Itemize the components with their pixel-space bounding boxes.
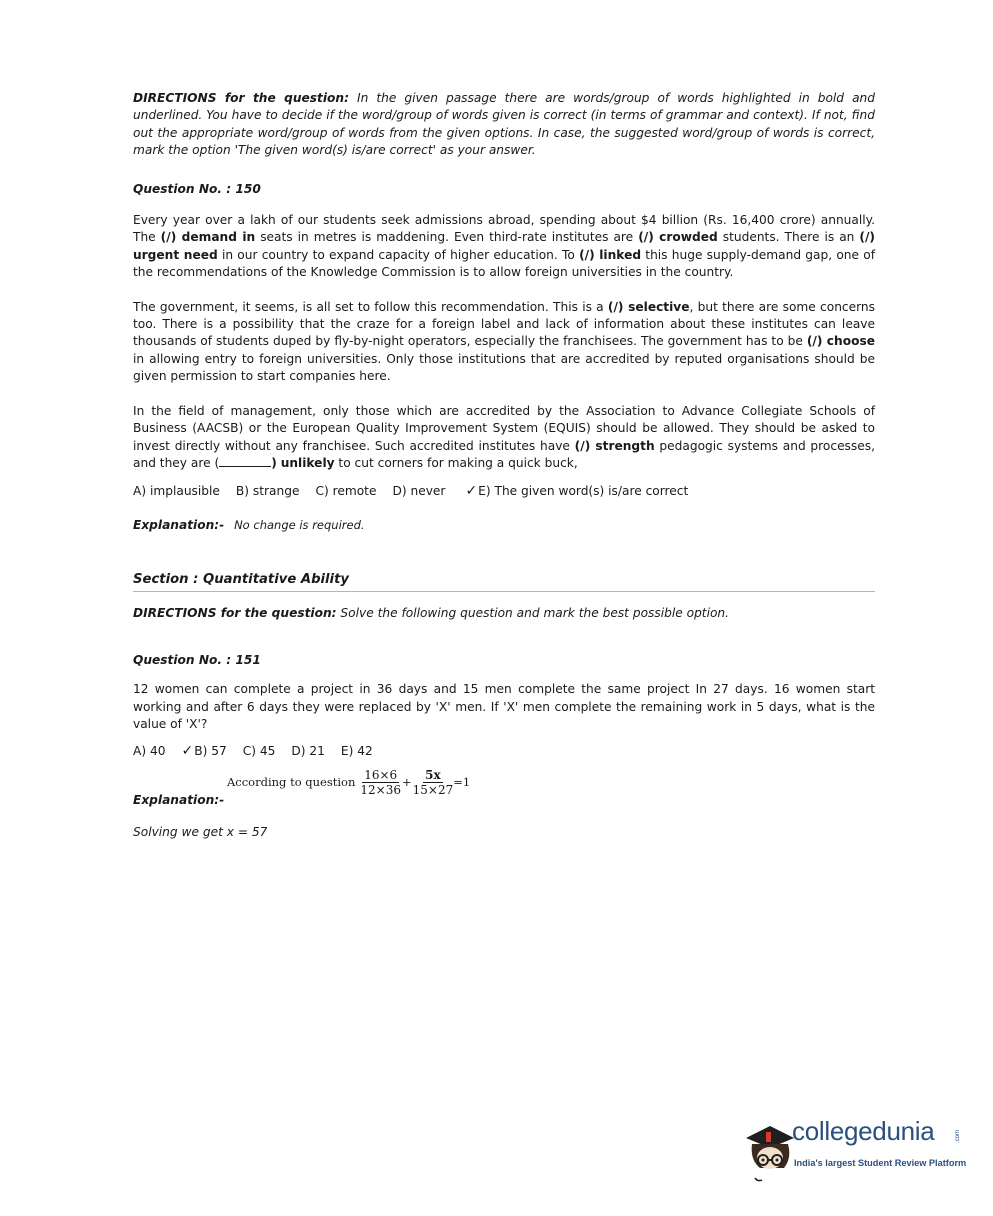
directions-paragraph-2 bbox=[133, 605, 875, 622]
fraction-denominator: 15×27 bbox=[412, 782, 454, 797]
checkmark-icon: ✓ bbox=[181, 742, 194, 759]
passage-text: The government, it seems, is all set to follow this recommendation. This is a bbox=[133, 299, 608, 314]
explanation-text: No change is required. bbox=[234, 517, 365, 532]
logo-tagline: India's largest Student Review Platform bbox=[794, 1158, 967, 1168]
passage-text: , but there are some concerns too. There is a possibility that the craze for a foreign label and lack of information about these institutes can leave thousands of students duped by fly-by-night operators, especially the franchisees. The government has to be bbox=[133, 299, 875, 349]
checkmark-icon: ✓ bbox=[465, 483, 478, 500]
passage-text: in allowing entry to foreign universities. Only those institutions that are accredited by reputed organisations should be given permission to start companies here. bbox=[133, 351, 875, 384]
highlighted-phrase: (/) urgent need bbox=[133, 230, 875, 262]
directions-paragraph bbox=[133, 90, 875, 160]
passage-text: seats in metres is maddening. Even third-rate institutes are bbox=[255, 230, 639, 245]
option-e-label: E) The given word(s) is/are correct bbox=[478, 484, 689, 499]
option-c: C) remote bbox=[315, 484, 377, 499]
option-a: A) 40 bbox=[133, 743, 166, 758]
passage-text: Every year over a lakh of our students seek admissions abroad, spending about $4 billion (Rs. 16,400 crore) annually. The bbox=[133, 213, 875, 245]
passage-text: pedagogic systems and processes, and they are ( bbox=[133, 438, 875, 470]
fraction-numerator: 5x bbox=[425, 767, 441, 782]
section-title: Section : Quantitative Ability bbox=[133, 571, 875, 591]
highlighted-phrase: (/) crowded bbox=[638, 230, 718, 245]
highlighted-phrase: (/) selective bbox=[607, 299, 690, 314]
options-151 bbox=[133, 743, 875, 760]
explanation-label: Explanation:- bbox=[133, 517, 225, 532]
bracket-close: ) bbox=[271, 455, 277, 470]
formula-prefix: According to question bbox=[227, 774, 356, 789]
fraction-denominator: 12×36 bbox=[360, 782, 401, 797]
formula bbox=[227, 768, 470, 797]
plus-sign: + bbox=[401, 774, 412, 789]
highlighted-phrase: (/) linked bbox=[579, 247, 642, 262]
options-150 bbox=[133, 483, 875, 500]
explanation-150 bbox=[133, 517, 875, 534]
directions-text: Solve the following question and mark the best possible option. bbox=[340, 605, 730, 620]
explanation-151 bbox=[133, 768, 875, 812]
option-a: A) implausible bbox=[133, 484, 220, 499]
blank-line bbox=[219, 455, 271, 467]
option-e bbox=[465, 483, 688, 500]
logo-wordmark: collegedunia bbox=[792, 1116, 935, 1146]
fraction-1 bbox=[360, 768, 401, 797]
passage-paragraph-3 bbox=[133, 403, 875, 473]
highlighted-phrase: (/) strength bbox=[574, 438, 655, 453]
passage-text: this huge supply-demand gap, one of the recommendations of the Knowledge Commission is to allow foreign universities in the country. bbox=[133, 247, 875, 280]
passage-text: to cut corners for making a quick buck, bbox=[334, 455, 578, 470]
option-d: D) never bbox=[392, 484, 446, 499]
question-number-151: Question No. : 151 bbox=[133, 652, 261, 667]
explanation-label: Explanation:- bbox=[133, 792, 225, 807]
highlighted-phrase: unlikely bbox=[280, 455, 335, 470]
fraction-numerator: 16×6 bbox=[364, 767, 398, 782]
directions-text: In the given passage there are words/group of words highlighted in bold and underlined. You have to decide if the word/group of words given is correct (in terms of grammar and context). If not, find out the appropriate word/group of words from the given options. In case, the suggested word/group of words is correct, mark the option 'The given word(s) is/are correct' as your answer. bbox=[133, 91, 875, 158]
solving-text: Solving we get x = 57 bbox=[133, 824, 268, 839]
option-d: D) 21 bbox=[291, 743, 325, 758]
equals-one: =1 bbox=[453, 774, 471, 789]
option-b bbox=[181, 743, 226, 760]
question-number-150: Question No. : 150 bbox=[133, 181, 261, 196]
question-text-151: 12 women can complete a project in 36 days and 15 men complete the same project In 27 days. 16 women start working and after 6 days they were replaced by 'X' men. If 'X' men complete the remaining work in 5 days, what is the value of 'X'? bbox=[133, 682, 875, 732]
option-e: E) 42 bbox=[340, 743, 373, 758]
fraction-2 bbox=[413, 768, 454, 797]
passage-text: In the field of management, only those which are accredited by the Association to Advance Collegiate Schools of Business (AACSB) or the European Quality Improvement System (EQUIS) should be allowed. They should be asked to invest directly without any franchisee. Such accredited institutes have bbox=[133, 403, 875, 453]
passage-text: students. There is an bbox=[717, 230, 860, 245]
highlighted-phrase: (/) demand in bbox=[160, 230, 256, 245]
highlighted-phrase: (/) choose bbox=[806, 334, 875, 349]
directions-label: DIRECTIONS for the question: bbox=[133, 605, 337, 620]
directions-label: DIRECTIONS for the question: bbox=[133, 91, 349, 105]
document-page bbox=[133, 90, 875, 841]
passage-text: in our country to expand capacity of higher education. To bbox=[217, 247, 580, 262]
logo-com: .com bbox=[955, 1130, 961, 1144]
passage-paragraph-1 bbox=[133, 212, 875, 282]
option-b-label: B) 57 bbox=[194, 743, 227, 758]
passage-paragraph-2 bbox=[133, 299, 875, 386]
option-b: B) strange bbox=[235, 484, 300, 499]
option-c: C) 45 bbox=[242, 743, 276, 758]
